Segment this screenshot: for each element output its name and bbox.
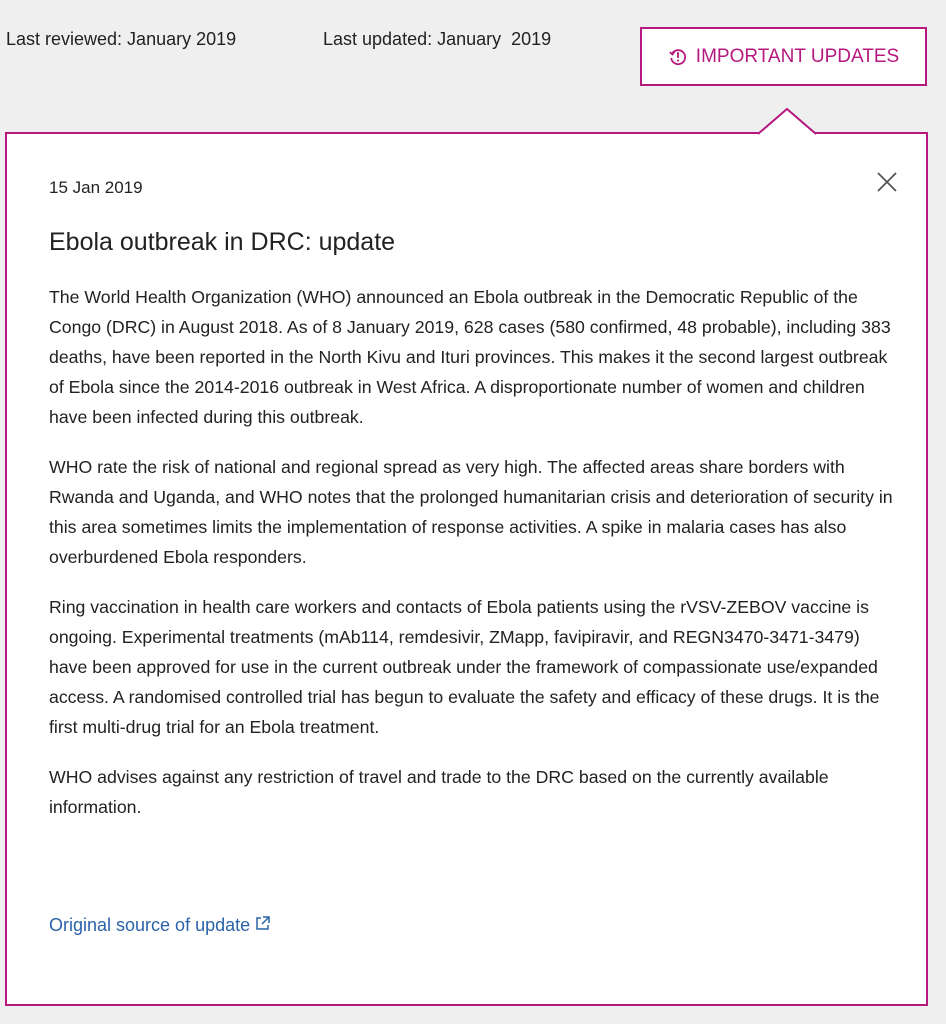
last-reviewed: Last reviewed: January 2019 <box>6 29 237 49</box>
original-source-label: Original source of update <box>49 915 251 935</box>
update-paragraph: WHO rate the risk of national and regional spread as very high. The affected areas share borders with Rwanda and Uganda, and WHO notes that the prolonged humanitarian crisis and deterioration of security in this area sometimes limits the implementation of response activities. A spike in malaria cases has also overburdened Ebola responders. <box>49 457 893 567</box>
update-paragraph: WHO advises against any restriction of travel and trade to the DRC based on the currently available information. <box>49 767 829 817</box>
close-icon[interactable] <box>876 171 898 193</box>
update-paragraph: Ring vaccination in health care workers and contacts of Ebola patients using the rVSV-ZEBOV vaccine is ongoing. Experimental treatments (mAb114, remdesivir, ZMapp, favipiravir, and REGN3470-3471-3479) have been approved for use in the current outbreak under the framework of compassionate use/expanded access. A randomised controlled trial has begun to evaluate the safety and efficacy of these drugs. It is the first multi-drug trial for an Ebola treatment. <box>49 597 880 737</box>
original-source-link[interactable] <box>49 915 271 936</box>
important-updates-button[interactable] <box>640 27 927 86</box>
last-updated: Last updated: January 2019 <box>323 29 552 49</box>
update-panel <box>5 132 928 1006</box>
history-alert-icon <box>668 47 688 67</box>
update-paragraph: The World Health Organization (WHO) announced an Ebola outbreak in the Democratic Republic of the Congo (DRC) in August 2018. As of 8 January 2019, 628 cases (580 confirmed, 48 probable), including 383 deaths, have been reported in the North Kivu and Ituri provinces. This makes it the second largest outbreak of Ebola since the 2014-2016 outbreak in West Africa. A disproportionate number of women and children have been infected during this outbreak. <box>49 287 891 427</box>
panel-pointer <box>758 108 816 135</box>
important-updates-label: IMPORTANT UPDATES <box>695 45 900 67</box>
update-title: Ebola outbreak in DRC: update <box>49 228 396 256</box>
external-link-icon <box>255 915 271 936</box>
update-date: 15 Jan 2019 <box>49 178 143 197</box>
update-body <box>49 282 897 842</box>
